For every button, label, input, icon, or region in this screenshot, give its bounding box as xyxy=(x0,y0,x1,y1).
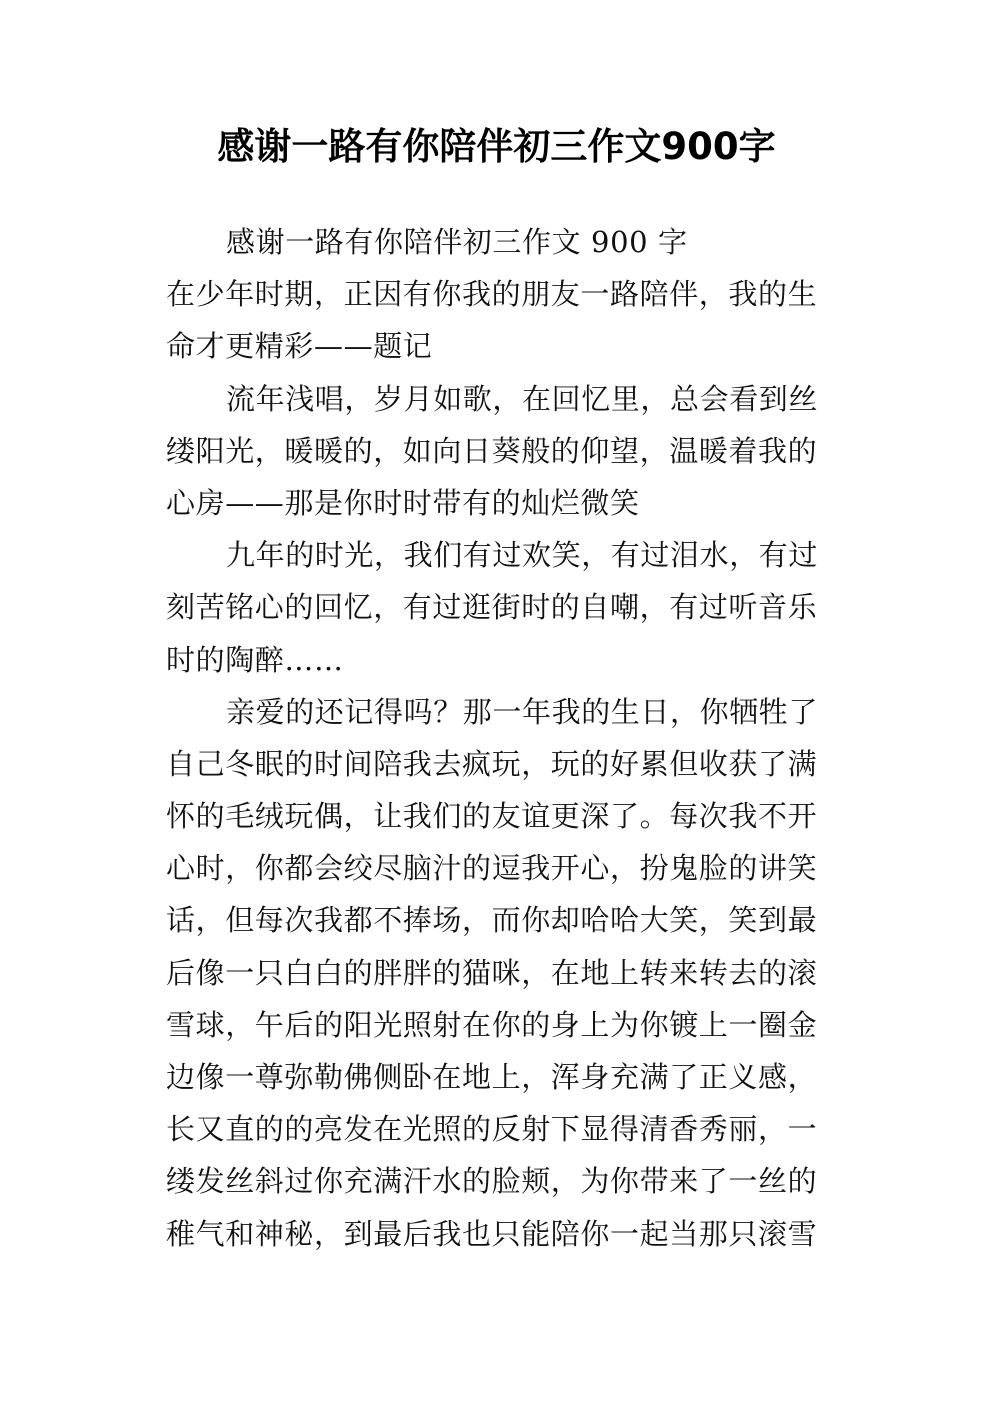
body-line: 自己冬眠的时间陪我去疯玩，玩的好累但收获了满 xyxy=(166,746,818,781)
document-body xyxy=(166,216,828,1260)
body-line: 在少年时期，正因有你我的朋友一路陪伴，我的生 xyxy=(166,277,818,312)
body-line: 怀的毛绒玩偶，让我们的友谊更深了。每次我不开 xyxy=(166,799,818,834)
body-line: 后像一只白白的胖胖的猫咪，在地上转来转去的滚 xyxy=(166,955,818,990)
body-line: 缕阳光，暖暖的，如向日葵般的仰望，温暖着我的 xyxy=(166,433,818,468)
body-line: 稚气和神秘，到最后我也只能陪你一起当那只滚雪 xyxy=(166,1216,818,1251)
body-line: 长又直的的亮发在光照的反射下显得清香秀丽，一 xyxy=(166,1112,818,1147)
body-line: 刻苦铭心的回忆，有过逛街时的自嘲，有过听音乐 xyxy=(166,590,818,625)
subtitle-line: 感谢一路有你陪伴初三作文 900 字 xyxy=(226,225,688,259)
paragraph-start-line: 九年的时光，我们有过欢笑，有过泪水，有过 xyxy=(226,538,819,573)
body-line: 心房——那是你时时带有的灿烂微笑 xyxy=(166,485,640,520)
body-line: 命才更精彩——题记 xyxy=(166,329,433,364)
body-line: 缕发丝斜过你充满汗水的脸颊，为你带来了一丝的 xyxy=(166,1164,818,1199)
paragraph-start-line: 流年浅唱，岁月如歌，在回忆里，总会看到丝 xyxy=(226,381,819,416)
body-line: 边像一尊弥勒佛侧卧在地上，浑身充满了正义感， xyxy=(166,1060,818,1094)
document-title: 感谢一路有你陪伴初三作文900字 xyxy=(217,125,776,168)
body-line: 心时，你都会绞尽脑汁的逗我开心，扮鬼脸的讲笑 xyxy=(166,851,818,886)
body-line: 时的陶醉…… xyxy=(166,642,344,677)
body-line: 话，但每次我都不捧场，而你却哈哈大笑，笑到最 xyxy=(166,903,818,938)
paragraph-start-line: 亲爱的还记得吗？那一年我的生日，你牺牲了 xyxy=(226,694,819,729)
body-line: 雪球，午后的阳光照射在你的身上为你镀上一圈金 xyxy=(166,1007,818,1042)
